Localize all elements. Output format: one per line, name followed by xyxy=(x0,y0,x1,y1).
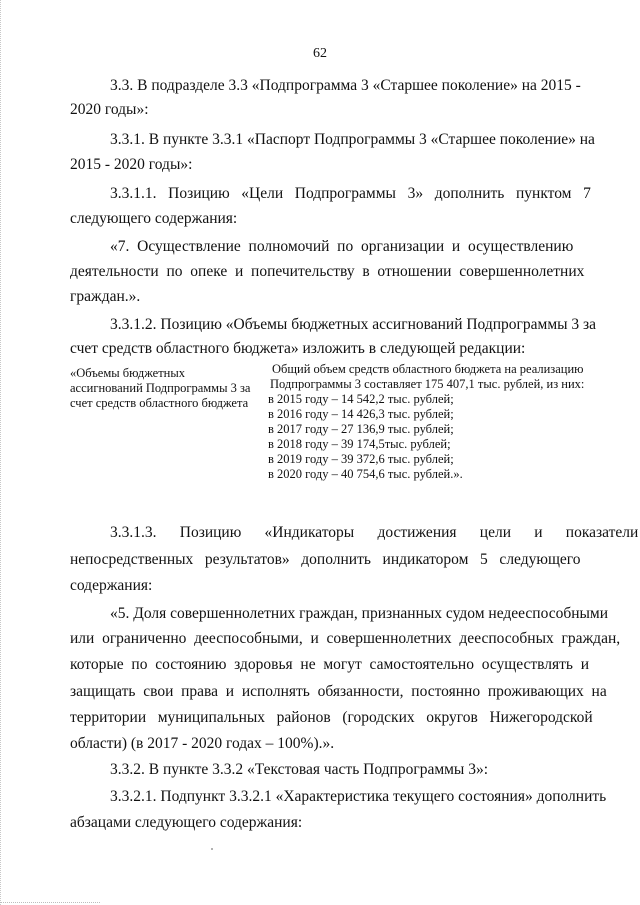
page-number: 62 xyxy=(313,46,327,61)
budget-table-right-line-3: в 2015 году – 14 542,2 тыс. рублей; xyxy=(268,392,454,406)
section-3-3-1-1-quote-line-3: граждан.». xyxy=(70,288,141,305)
budget-table-right-line-8: в 2020 году – 40 754,6 тыс. рублей.». xyxy=(268,467,463,481)
section-3-3-1-2-line-2: счет средств областного бюджета» изложить в следующей редакции: xyxy=(70,340,526,357)
scan-bottom-edge xyxy=(0,900,100,903)
scan-speck xyxy=(211,848,213,850)
budget-table-right-line-4: в 2016 году – 14 426,3 тыс. рублей; xyxy=(268,407,454,421)
section-3-3-1-2-line-1: 3.3.1.2. Позицию «Объемы бюджетных ассигнований Подпрограммы 3 за xyxy=(110,316,597,333)
section-3-3-1-3-line-3: содержания: xyxy=(70,577,153,594)
section-3-3-1-1-quote-line-2: деятельности по опеке и попечительству в отношении совершеннолетних xyxy=(70,263,585,280)
section-3-3-2-1-line-2: абзацами следующего содержания: xyxy=(70,814,303,831)
budget-table-right-line-1: Общий объем средств областного бюджета на реализацию xyxy=(272,362,584,376)
section-3-3-1-3-quote-line-1: «5. Доля совершеннолетних граждан, признанных судом недееспособными xyxy=(110,605,609,622)
budget-table-left-line-3: счет средств областного бюджета xyxy=(70,396,249,410)
section-3-3-2-line-1: 3.3.2. В пункте 3.3.2 «Текстовая часть Подпрограммы 3»: xyxy=(110,761,489,778)
section-3-3-1-line-1: 3.3.1. В пункте 3.3.1 «Паспорт Подпрограммы 3 «Старшее поколение» на xyxy=(110,131,595,148)
section-3-3-1-line-2: 2015 - 2020 годы»: xyxy=(70,156,193,173)
section-3-3-1-3-quote-line-5: территории муниципальных районов (городских округов Нижегородской xyxy=(70,709,593,726)
section-3-3-heading-line-2: 2020 годы»: xyxy=(70,101,149,118)
section-3-3-1-1-line-2: следующего содержания: xyxy=(70,210,238,227)
section-3-3-1-3-quote-line-2: или ограниченно дееспособными, и совершеннолетних дееспособных граждан, xyxy=(70,630,621,647)
budget-table-right-line-2: Подпрограммы 3 составляет 175 407,1 тыс. рублей, из них: xyxy=(270,377,585,391)
scan-left-edge xyxy=(0,0,3,905)
section-3-3-1-1-line-1: 3.3.1.1. Позицию «Цели Подпрограммы 3» дополнить пунктом 7 xyxy=(110,185,591,202)
section-3-3-heading-line-1: 3.3. В подразделе 3.3 «Подпрограмма 3 «Старшее поколение» на 2015 - xyxy=(110,77,581,94)
budget-table-right-line-5: в 2017 году – 27 136,9 тыс. рублей; xyxy=(268,422,454,436)
section-3-3-2-1-line-1: 3.3.2.1. Подпункт 3.3.2.1 «Характеристика текущего состояния» дополнить xyxy=(110,788,607,805)
section-3-3-1-3-quote-line-4: защищать свои права и исполнять обязанности, постоянно проживающих на xyxy=(70,683,607,700)
section-3-3-1-3-line-1: 3.3.1.3. Позицию «Индикаторы достижения цели и показатели xyxy=(110,524,639,541)
section-3-3-1-1-quote-line-1: «7. Осуществление полномочий по организации и осуществлению xyxy=(110,238,574,255)
section-3-3-1-3-quote-line-3: которые по состоянию здоровья не могут самостоятельно осуществлять и xyxy=(70,656,589,673)
section-3-3-1-3-quote-line-6: области) (в 2017 - 2020 годах – 100%).». xyxy=(70,735,335,752)
budget-table-right-line-6: в 2018 году – 39 174,5тыс. рублей; xyxy=(268,437,451,451)
budget-table-left-line-1: «Объемы бюджетных xyxy=(70,366,186,380)
section-3-3-1-3-line-2: непосредственных результатов» дополнить индикатором 5 следующего xyxy=(70,551,581,568)
budget-table-right-line-7: в 2019 году – 39 372,6 тыс. рублей; xyxy=(268,452,454,466)
budget-table-left-line-2: ассигнований Подпрограммы 3 за xyxy=(70,381,251,395)
